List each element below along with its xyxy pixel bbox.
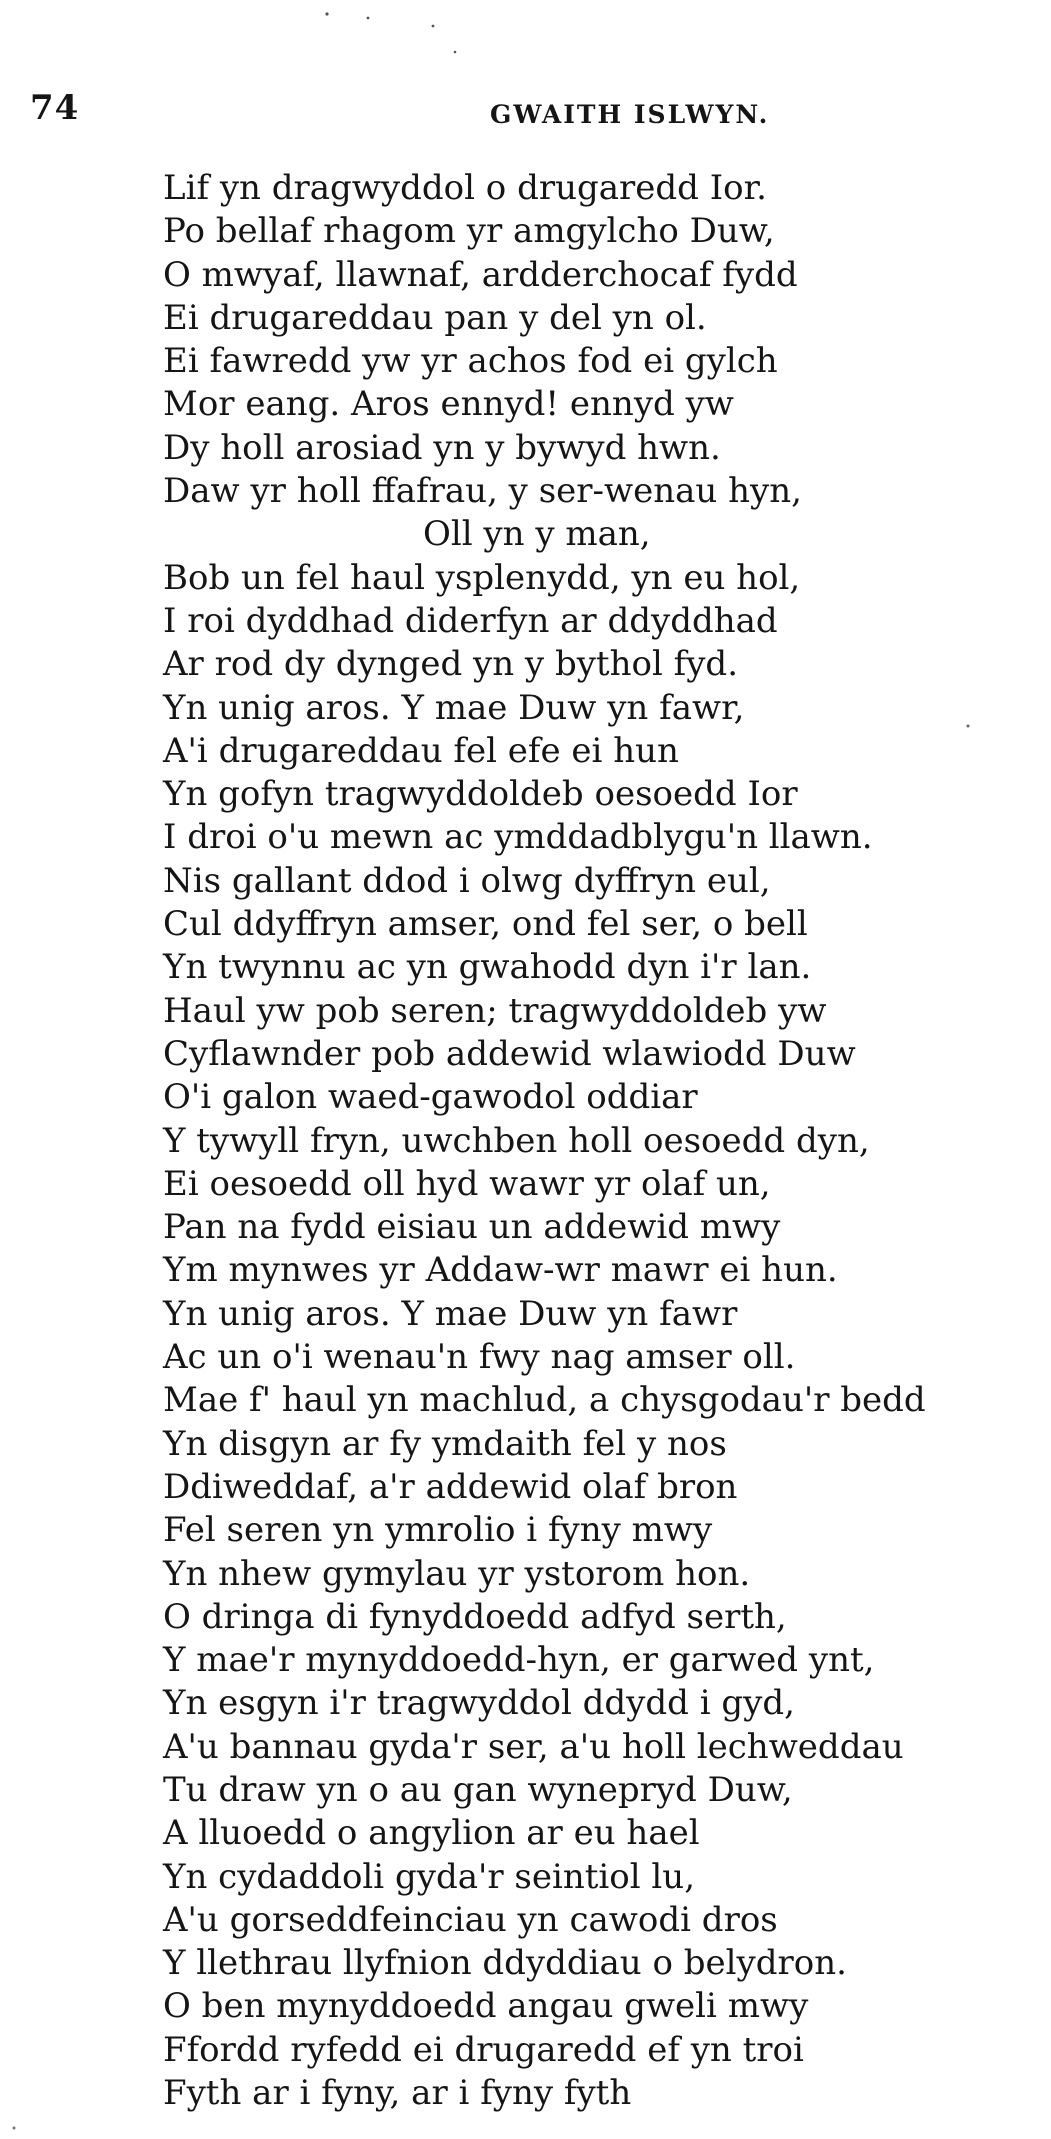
poem-line: Yn twynnu ac yn gwahodd dyn i'r lan.	[163, 947, 812, 988]
speck	[432, 25, 435, 28]
poem-line: Mor eang. Aros ennyd! ennyd yw	[163, 384, 734, 425]
poem-line: Lif yn dragwyddol o drugaredd Ior.	[163, 168, 767, 208]
speck	[13, 2127, 16, 2130]
poem-line: A'i drugareddau fel efe ei hun	[163, 730, 679, 771]
poem-line: O mwyaf, llawnaf, ardderchocaf fydd	[163, 254, 798, 295]
poem-line: Cul ddyffryn amser, ond fel ser, o bell	[163, 904, 808, 945]
poem-line: Y mae'r mynyddoedd-hyn, er garwed ynt,	[163, 1640, 875, 1681]
poem-line: I roi dyddhad diderfyn ar ddyddhad	[163, 600, 778, 641]
poem-line: Yn gofyn tragwyddoldeb oesoedd Ior	[163, 774, 798, 815]
poem-line: O dringa di fynyddoedd adfyd serth,	[163, 1596, 787, 1637]
poem-line: Y llethrau llyfnion ddyddiau o belydron.	[163, 1943, 847, 1984]
poem-line: A'u bannau gyda'r ser, a'u holl lechweddau	[163, 1726, 904, 1767]
poem-line: Yn nhew gymylau yr ystorom hon.	[163, 1553, 751, 1594]
poem-line: Fel seren yn ymrolio i fyny mwy	[163, 1510, 713, 1551]
poem-line: Ei drugareddau pan y del yn ol.	[163, 297, 707, 338]
poem-line: Ei fawredd yw yr achos fod ei gylch	[163, 341, 778, 382]
poem-line: Yn cydaddoli gyda'r seintiol lu,	[163, 1856, 696, 1897]
poem-line: Yn unig aros. Y mae Duw yn fawr,	[163, 687, 745, 728]
poem-line: Ei oesoedd oll hyd wawr yr olaf un,	[163, 1163, 771, 1204]
poem-line: Po bellaf rhagom yr amgylcho Duw,	[163, 211, 775, 252]
poem-line: Pan na fydd eisiau un addewid mwy	[163, 1207, 781, 1248]
poem-line: Ar rod dy dynged yn y bythol fyd.	[163, 644, 738, 685]
poem-line: Yn unig aros. Y mae Duw yn fawr	[163, 1293, 738, 1334]
poem-line: Haul yw pob seren; tragwyddoldeb yw	[163, 990, 827, 1031]
poem-line: Mae f' haul yn machlud, a chysgodau'r bedd	[163, 1380, 926, 1421]
poem-line: O ben mynyddoedd angau gweli mwy	[163, 1986, 809, 2027]
poem-line: Ffordd ryfedd ei drugaredd ef yn troi	[163, 2029, 804, 2070]
running-title: GWAITH ISLWYN.	[490, 100, 770, 129]
poem-line: A lluoedd o angylion ar eu hael	[163, 1813, 700, 1854]
poem-line: Ym mynwes yr Addaw-wr mawr ei hun.	[163, 1250, 838, 1291]
speck	[454, 51, 457, 54]
poem-line: Fyth ar i fyny, ar i fyny fyth	[163, 2073, 632, 2114]
poem-line: Daw yr holl ffafrau, y ser-wenau hyn,	[163, 471, 802, 512]
poem-line: Yn esgyn i'r tragwyddol ddydd i gyd,	[163, 1683, 795, 1724]
poem-text	[163, 167, 1043, 2115]
poem-line: Bob un fel haul ysplenydd, yn eu hol,	[163, 557, 801, 598]
poem-line: I droi o'u mewn ac ymddadblygu'n llawn.	[163, 817, 873, 858]
page-number: 74	[30, 88, 80, 128]
poem-line: Yn disgyn ar fy ymdaith fel y nos	[163, 1423, 727, 1464]
poem-line: Oll yn y man,	[423, 514, 651, 555]
poem-line: Tu draw yn o au gan wynepryd Duw,	[163, 1769, 793, 1810]
poem-line: Y tywyll fryn, uwchben holl oesoedd dyn,	[163, 1120, 870, 1161]
poem-line: Cyflawnder pob addewid wlawiodd Duw	[163, 1033, 856, 1074]
poem-line: Ac un o'i wenau'n fwy nag amser oll.	[163, 1337, 796, 1378]
speck	[367, 17, 370, 20]
poem-line: A'u gorseddfeinciau yn cawodi dros	[163, 1899, 778, 1940]
speck	[325, 12, 328, 15]
poem-line: Ddiweddaf, a'r addewid olaf bron	[163, 1466, 738, 1507]
poem-line: Nis gallant ddod i olwg dyffryn eul,	[163, 860, 771, 901]
poem-line: Dy holl arosiad yn y bywyd hwn.	[163, 427, 721, 468]
poem-line: O'i galon waed-gawodol oddiar	[163, 1077, 698, 1118]
